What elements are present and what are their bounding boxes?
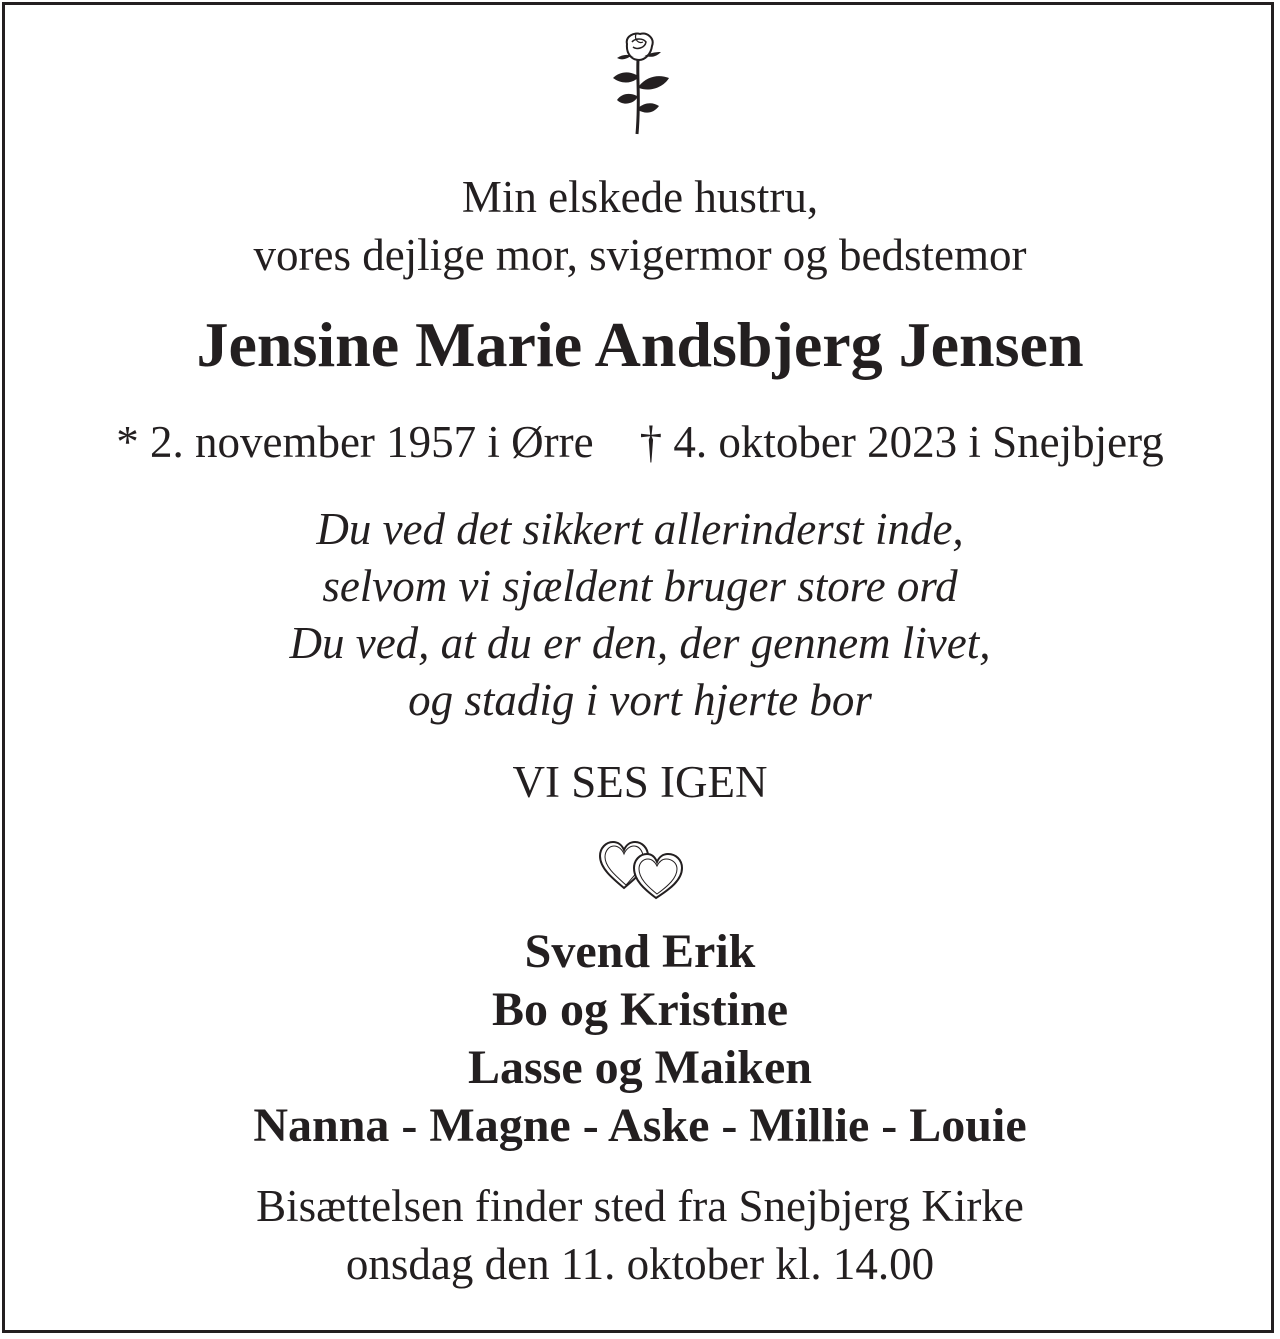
intro-line-2: vores dejlige mor, svigermor og bedstemor xyxy=(253,230,1027,280)
service-line-1: Bisættelsen finder sted fra Snejbjerg Kirke xyxy=(256,1181,1024,1231)
death-date: † 4. oktober 2023 i Snejbjerg xyxy=(639,417,1164,467)
rose-icon xyxy=(607,30,673,138)
family-line-4: Nanna - Magne - Aske - Millie - Louie xyxy=(253,1099,1027,1152)
deceased-name: Jensine Marie Andsbjerg Jensen xyxy=(196,309,1084,380)
intro-line-1: Min elskede hustru, xyxy=(461,172,819,222)
motto: VI SES IGEN xyxy=(512,757,768,807)
hearts-icon xyxy=(596,836,686,902)
verse-line-2: selvom vi sjældent bruger store ord xyxy=(322,561,958,611)
verse-line-3: Du ved, at du er den, der gennem livet, xyxy=(289,618,991,668)
life-dates xyxy=(0,417,1280,467)
family-line-2: Bo og Kristine xyxy=(492,983,788,1036)
family-line-1: Svend Erik xyxy=(524,925,756,978)
family-line-3: Lasse og Maiken xyxy=(467,1041,812,1094)
verse-line-1: Du ved det sikkert allerinderst inde, xyxy=(316,504,964,554)
birth-date: * 2. november 1957 i Ørre xyxy=(116,417,594,467)
verse-line-4: og stadig i vort hjerte bor xyxy=(408,675,872,725)
service-line-2: onsdag den 11. oktober kl. 14.00 xyxy=(345,1239,935,1289)
